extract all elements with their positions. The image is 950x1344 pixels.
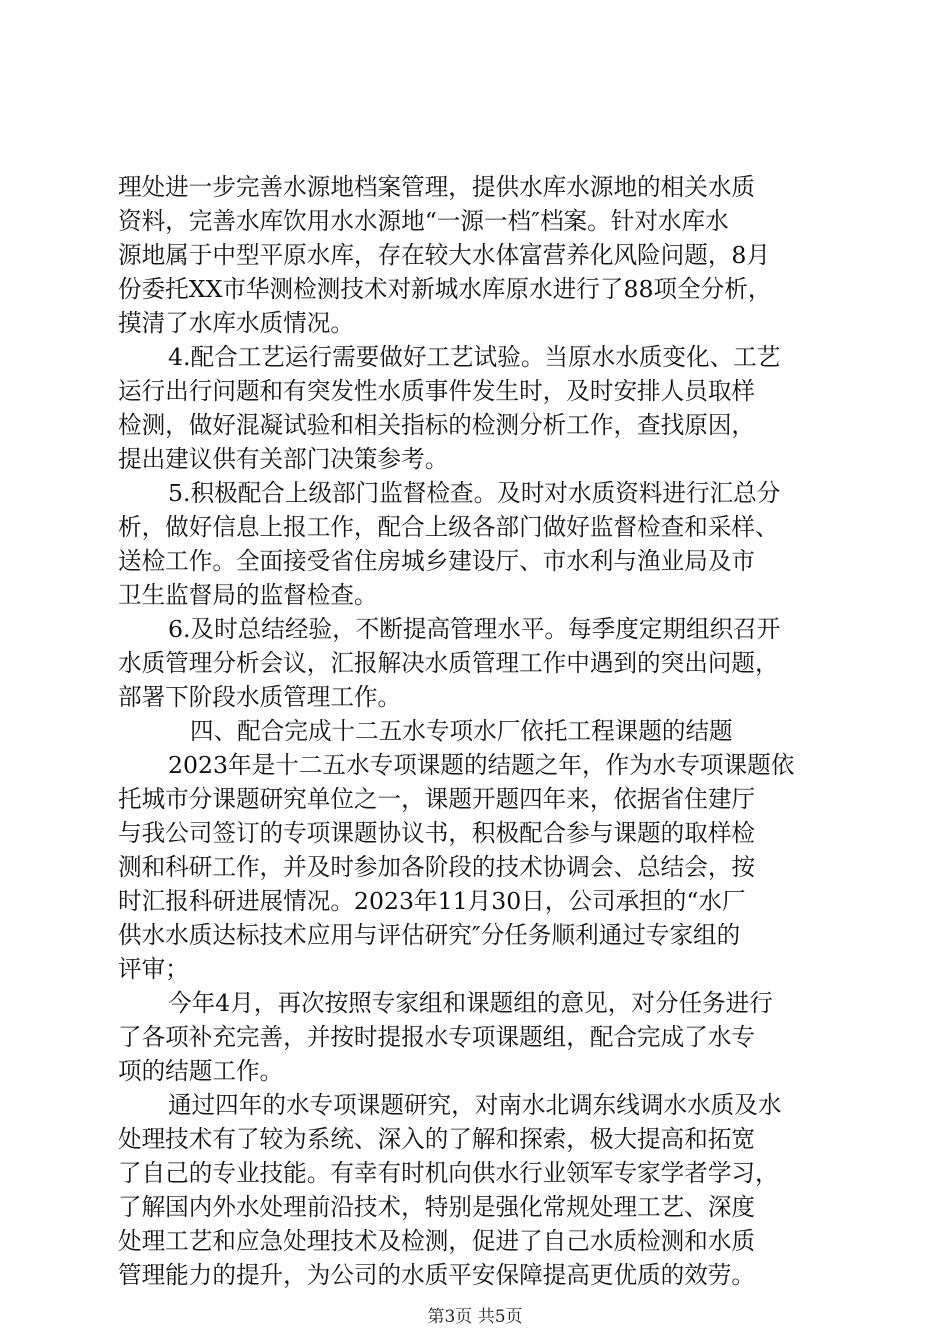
paragraph-first-line: 5.积极配合上级部门监督检查。及时对水质资料进行汇总分 [168, 479, 781, 507]
body-line: 管理能力的提升，为公司的水质平安保障提高更优质的效劳。 [118, 1261, 756, 1289]
paragraph-first-line: 6.及时总结经验，不断提高管理水平。每季度定期组织召开 [168, 615, 781, 643]
section-heading: 四、配合完成十二五水专项水厂依托工程课题的结题 [190, 717, 733, 745]
body-line: 项的结题工作。 [118, 1057, 284, 1085]
body-line: 运行出行问题和有突发性水质事件发生时，及时安排人员取样 [118, 377, 756, 405]
page-number-footer: 第3页 共5页 [427, 1307, 523, 1327]
body-line: 理处进一步完善水源地档案管理，提供水库水源地的相关水质 [118, 173, 756, 201]
body-line: 提出建议供有关部门决策参考。 [118, 445, 449, 473]
body-line: 评审； [118, 955, 189, 983]
body-line: 部署下阶段水质管理工作。 [118, 683, 402, 711]
body-line: 水质管理分析会议，汇报解决水质管理工作中遇到的突出问题， [118, 649, 779, 677]
paragraph-first-line: 2023年是十二五水专项课题的结题之年，作为水专项课题依 [168, 751, 795, 779]
body-line: 析，做好信息上报工作，配合上级各部门做好监督检查和采样、 [118, 513, 779, 541]
body-line: 资料，完善水库饮用水水源地“一源一档″档案。针对水库水 [118, 207, 729, 235]
body-line: 与我公司签订的专项课题协议书，积极配合参与课题的取样检 [118, 819, 756, 847]
body-line: 处理技术有了较为系统、深入的了解和探索，极大提高和拓宽 [118, 1125, 756, 1153]
body-line: 份委托XX市华测检测技术对新城水库原水进行了88项全分析， [118, 275, 772, 303]
body-line: 了自己的专业技能。有幸有时机向供水行业领军专家学者学习， [118, 1159, 779, 1187]
body-line: 测和科研工作，并及时参加各阶段的技术协调会、总结会，按 [118, 853, 756, 881]
body-line: 了各项补充完善，并按时提报水专项课题组，配合完成了水专 [118, 1023, 756, 1051]
body-line: 源地属于中型平原水库，存在较大水体富营养化风险问题，8月 [118, 241, 771, 269]
body-line: 处理工艺和应急处理技术及检测，促进了自己水质检测和水质 [118, 1227, 756, 1255]
body-line: 托城市分课题研究单位之一，课题开题四年来，依据省住建厅 [118, 785, 756, 813]
body-line: 卫生监督局的监督检查。 [118, 581, 378, 609]
document-body [118, 170, 838, 1292]
body-line: 摸清了水库水质情况。 [118, 309, 354, 337]
body-line: 供水水质达标技术应用与评估研究″分任务顺利通过专家组的 [118, 921, 741, 949]
body-line: 了解国内外水处理前沿技术，特别是强化常规处理工艺、深度 [118, 1193, 756, 1221]
paragraph-first-line: 通过四年的水专项课题研究，对南水北调东线调水水质及水 [168, 1091, 782, 1119]
paragraph-first-line: 今年4月，再次按照专家组和课题组的意见，对分任务进行 [168, 989, 773, 1017]
body-line: 送检工作。全面接受省住房城乡建设厅、市水利与渔业局及市 [118, 547, 756, 575]
body-line: 检测，做好混凝试验和相关指标的检测分析工作，查找原因， [118, 411, 756, 439]
body-line: 时汇报科研进展情况。2023年11月30日，公司承担的“水厂 [118, 887, 746, 915]
paragraph-first-line: 4.配合工艺运行需要做好工艺试验。当原水水质变化、工艺 [168, 343, 781, 371]
